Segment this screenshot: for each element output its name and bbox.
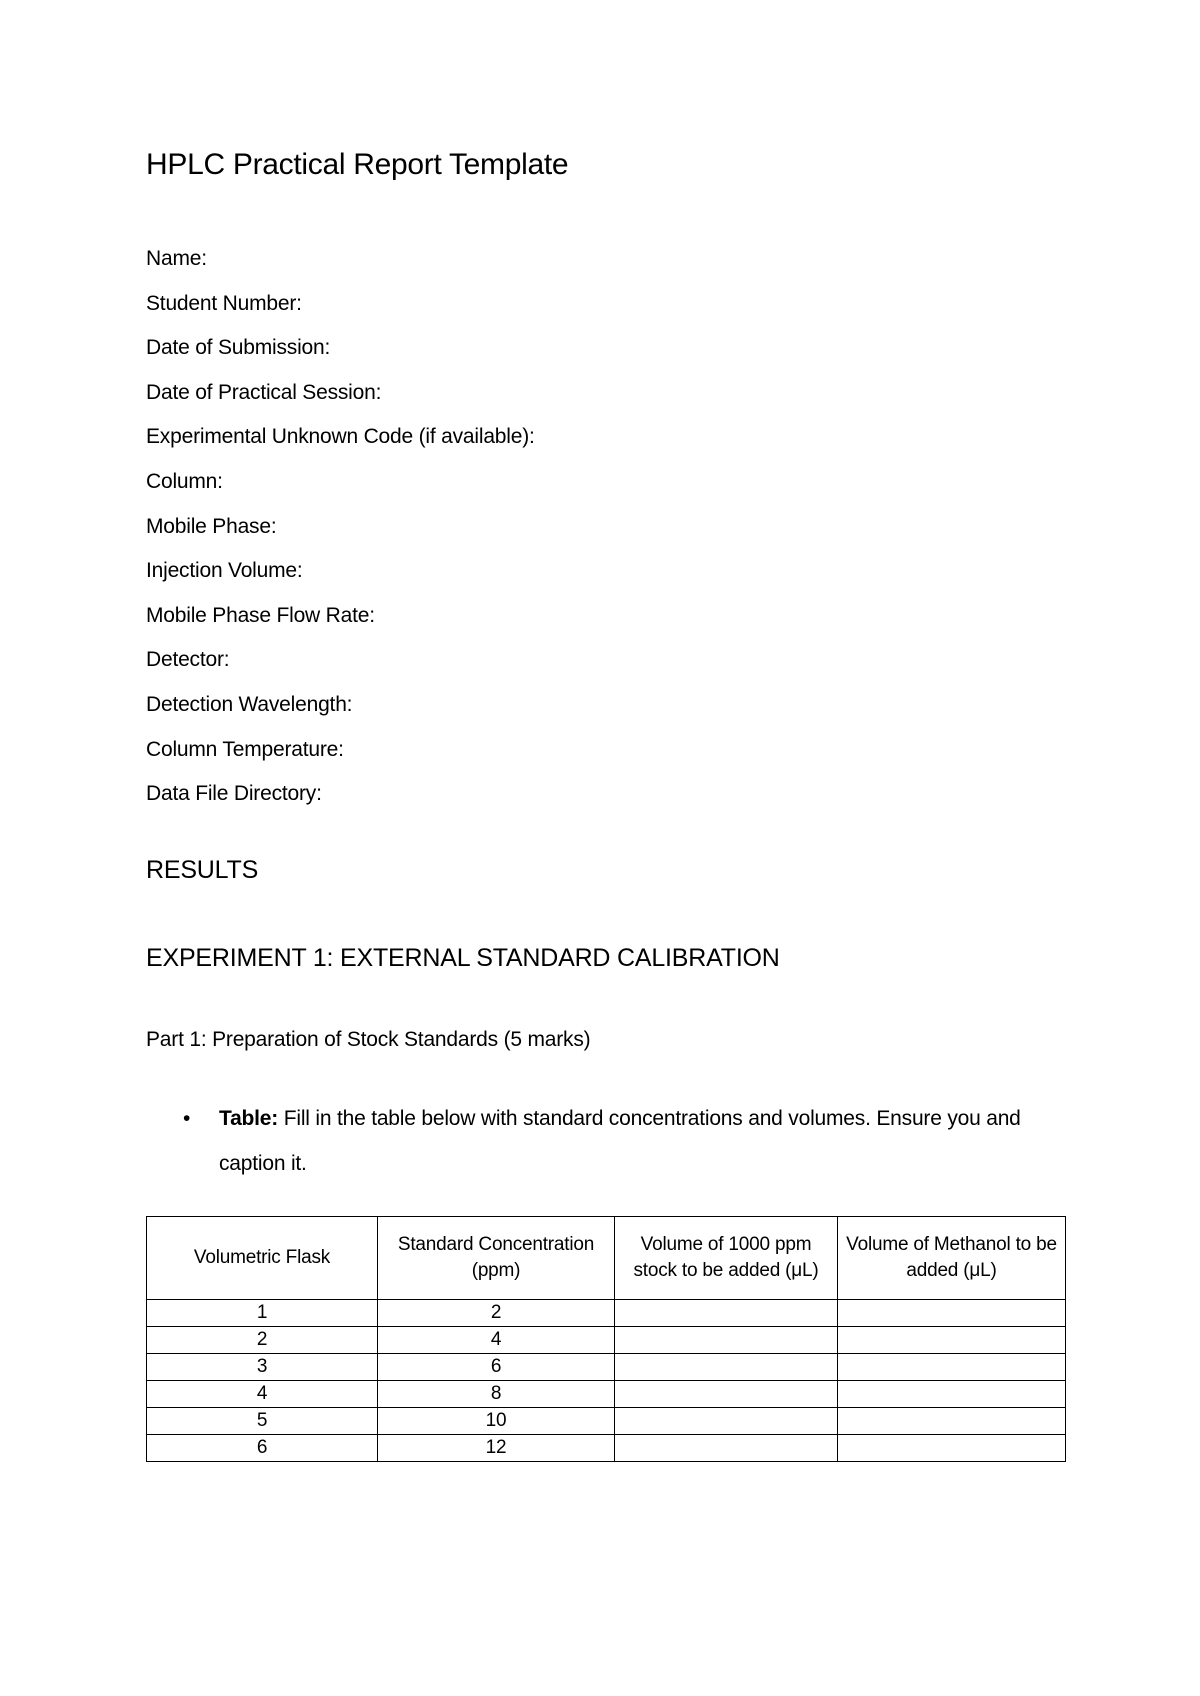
cell-flask: 6 xyxy=(147,1435,378,1462)
cell-volume-methanol[interactable] xyxy=(838,1381,1066,1408)
field-column-temperature: Column Temperature: xyxy=(146,737,344,761)
instruction-label: Table: xyxy=(219,1107,279,1130)
table-header-row xyxy=(147,1217,1066,1300)
field-date-of-submission: Date of Submission: xyxy=(146,336,331,360)
document-title: HPLC Practical Report Template xyxy=(146,148,569,181)
header-volumetric-flask: Volumetric Flask xyxy=(147,1217,378,1300)
instruction-body: Fill in the table below with standard concentrations and volumes. Ensure you and caption it. xyxy=(219,1107,1021,1175)
table-row xyxy=(147,1381,1066,1408)
field-column: Column: xyxy=(146,469,223,493)
cell-volume-methanol[interactable] xyxy=(838,1300,1066,1327)
table-row xyxy=(147,1408,1066,1435)
field-date-of-practical-session: Date of Practical Session: xyxy=(146,380,382,404)
cell-volume-stock[interactable] xyxy=(615,1381,838,1408)
cell-concentration: 4 xyxy=(378,1327,615,1354)
cell-volume-stock[interactable] xyxy=(615,1435,838,1462)
cell-concentration: 8 xyxy=(378,1381,615,1408)
cell-concentration: 2 xyxy=(378,1300,615,1327)
document-page xyxy=(146,0,1066,1696)
cell-concentration: 6 xyxy=(378,1354,615,1381)
header-volume-methanol: Volume of Methanol to be added (μL) xyxy=(838,1217,1066,1300)
part-heading: Part 1: Preparation of Stock Standards (5 marks) xyxy=(146,1028,591,1051)
cell-concentration: 12 xyxy=(378,1435,615,1462)
cell-flask: 3 xyxy=(147,1354,378,1381)
cell-volume-stock[interactable] xyxy=(615,1408,838,1435)
table-row xyxy=(147,1435,1066,1462)
header-standard-concentration: Standard Concentration (ppm) xyxy=(378,1217,615,1300)
table-instruction xyxy=(146,1096,1066,1186)
cell-flask: 1 xyxy=(147,1300,378,1327)
field-mobile-phase-flow-rate: Mobile Phase Flow Rate: xyxy=(146,603,375,627)
cell-flask: 5 xyxy=(147,1408,378,1435)
cell-volume-stock[interactable] xyxy=(615,1327,838,1354)
field-mobile-phase: Mobile Phase: xyxy=(146,514,277,538)
field-injection-volume: Injection Volume: xyxy=(146,559,303,583)
stock-standards-table xyxy=(146,1216,1066,1462)
experiment-heading: EXPERIMENT 1: EXTERNAL STANDARD CALIBRATION xyxy=(146,944,780,972)
cell-volume-stock[interactable] xyxy=(615,1300,838,1327)
field-detection-wavelength: Detection Wavelength: xyxy=(146,692,353,716)
cell-volume-stock[interactable] xyxy=(615,1354,838,1381)
results-heading: RESULTS xyxy=(146,856,259,884)
report-fields-list xyxy=(146,237,535,817)
cell-volume-methanol[interactable] xyxy=(838,1327,1066,1354)
field-detector: Detector: xyxy=(146,648,230,672)
cell-flask: 2 xyxy=(147,1327,378,1354)
field-name: Name: xyxy=(146,247,207,270)
cell-volume-methanol[interactable] xyxy=(838,1408,1066,1435)
cell-volume-methanol[interactable] xyxy=(838,1354,1066,1381)
cell-volume-methanol[interactable] xyxy=(838,1435,1066,1462)
bullet-icon: • xyxy=(183,1107,191,1130)
header-volume-stock: Volume of 1000 ppm stock to be added (μL) xyxy=(615,1217,838,1300)
cell-concentration: 10 xyxy=(378,1408,615,1435)
table-row xyxy=(147,1300,1066,1327)
table-row xyxy=(147,1327,1066,1354)
field-data-file-directory: Data File Directory: xyxy=(146,782,322,806)
field-student-number: Student Number: xyxy=(146,291,302,315)
instruction-text xyxy=(219,1096,1066,1186)
cell-flask: 4 xyxy=(147,1381,378,1408)
table-row xyxy=(147,1354,1066,1381)
field-experimental-unknown-code: Experimental Unknown Code (if available): xyxy=(146,425,535,449)
